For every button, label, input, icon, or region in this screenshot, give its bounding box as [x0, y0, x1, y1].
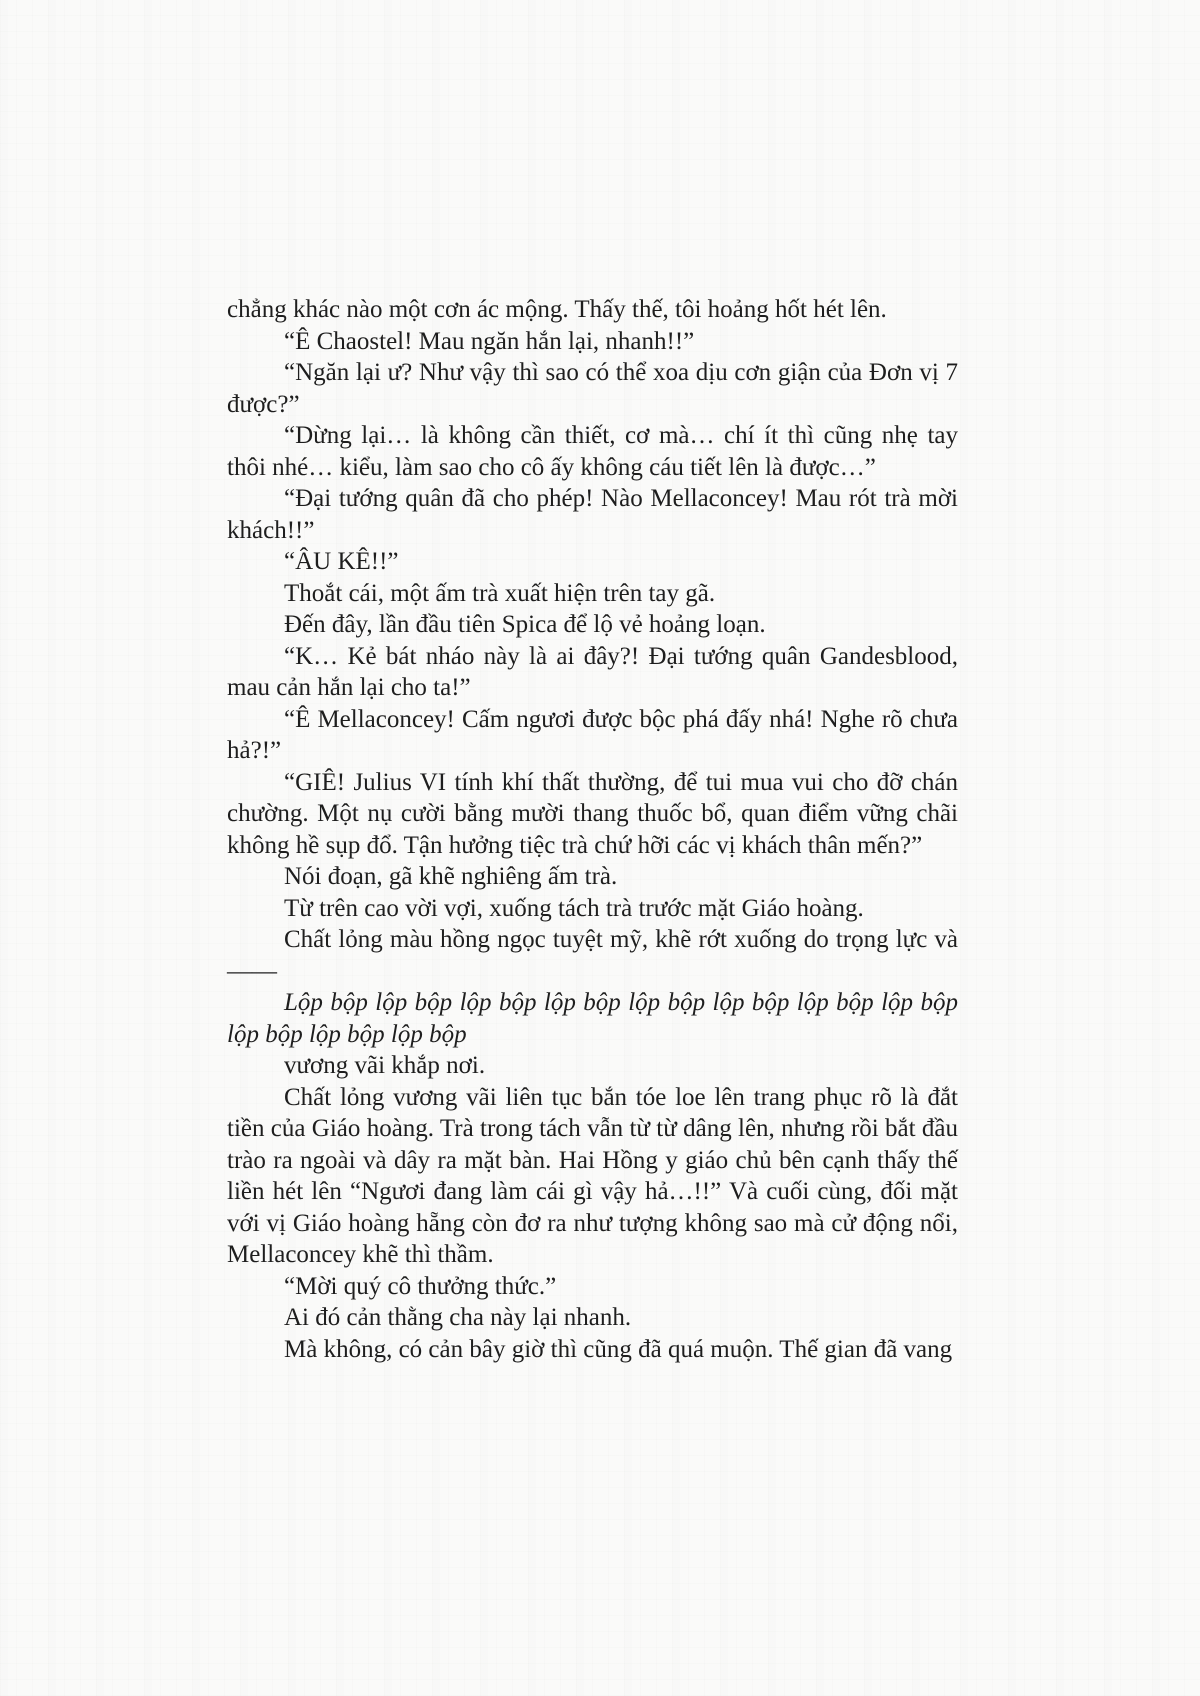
paragraph: “GIÊ! Julius VI tính khí thất thường, để tui mua vui cho đỡ chán chường. Một nụ cười bằng mười thang thuốc bổ, quan điểm vững chãi không hề sụp đổ. Tận hưởng tiệc trà chứ hỡi các vị khách thân mến?”	[227, 768, 958, 859]
paragraph: Chất lỏng vương vãi liên tục bắn tóe loe lên trang phục rõ là đắt tiền của Giáo hoàng. Trà trong tách vẫn từ từ dâng lên, nhưng rồi bắt đầu trào ra ngoài và dây ra mặt bàn. Hai Hồng y giáo chủ bên cạnh thấy thế liền hét lên “Ngươi đang làm cái gì vậy hả…!!” Và cuối cùng, đối mặt với vị Giáo hoàng hẵng còn đơ ra như tượng không sao mà cử động nổi, Mellaconcey khẽ thì thầm.	[227, 1083, 958, 1268]
paragraph: “Dừng lại… là không cần thiết, cơ mà… chí ít thì cũng nhẹ tay thôi nhé… kiểu, làm sao cho cô ấy không cáu tiết lên là được…”	[227, 422, 958, 481]
paragraph: “Ngăn lại ư? Như vậy thì sao có thể xoa dịu cơn giận của Đơn vị 7 được?”	[227, 359, 958, 418]
paragraph: “ÂU KÊ!!”	[284, 548, 399, 575]
paragraph: “Mời quý cô thưởng thức.”	[284, 1272, 557, 1300]
paragraph: Từ trên cao vời vợi, xuống tách trà trước mặt Giáo hoàng.	[284, 894, 864, 922]
paragraph: vương vãi khắp nơi.	[284, 1052, 486, 1079]
paragraph: “Ê Chaostel! Mau ngăn hắn lại, nhanh!!”	[284, 327, 695, 355]
paragraph: Chất lỏng màu hồng ngọc tuyệt mỹ, khẽ rớt xuống do trọng lực và——	[227, 926, 958, 985]
paragraph: Lộp bộp lộp bộp lộp bộp lộp bộp lộp bộp lộp bộp lộp bộp lộp bộp lộp bộp lộp bộp lộp bộp	[227, 989, 958, 1048]
paragraph: Thoắt cái, một ấm trà xuất hiện trên tay gã.	[284, 579, 716, 607]
paragraph: “Ê Mellaconcey! Cấm ngươi được bộc phá đấy nhá! Nghe rõ chưa hả?!”	[227, 705, 958, 764]
paragraph: Nói đoạn, gã khẽ nghiêng ấm trà.	[284, 863, 618, 890]
paragraph: Đến đây, lần đầu tiên Spica để lộ vẻ hoảng loạn.	[284, 611, 766, 638]
paragraph: “K… Kẻ bát nháo này là ai đây?! Đại tướng quân Gandesblood, mau cản hắn lại cho ta!”	[227, 642, 958, 701]
paragraph: Mà không, có cản bây giờ thì cũng đã quá muộn. Thế gian đã vang	[284, 1335, 953, 1363]
text-block	[227, 294, 958, 1365]
paragraph: Ai đó cản thằng cha này lại nhanh.	[284, 1304, 632, 1331]
paragraph: chẳng khác nào một cơn ác mộng. Thấy thế, tôi hoảng hốt hét lên.	[227, 296, 887, 323]
paragraph: “Đại tướng quân đã cho phép! Nào Mellaconcey! Mau rót trà mời khách!!”	[227, 485, 958, 544]
